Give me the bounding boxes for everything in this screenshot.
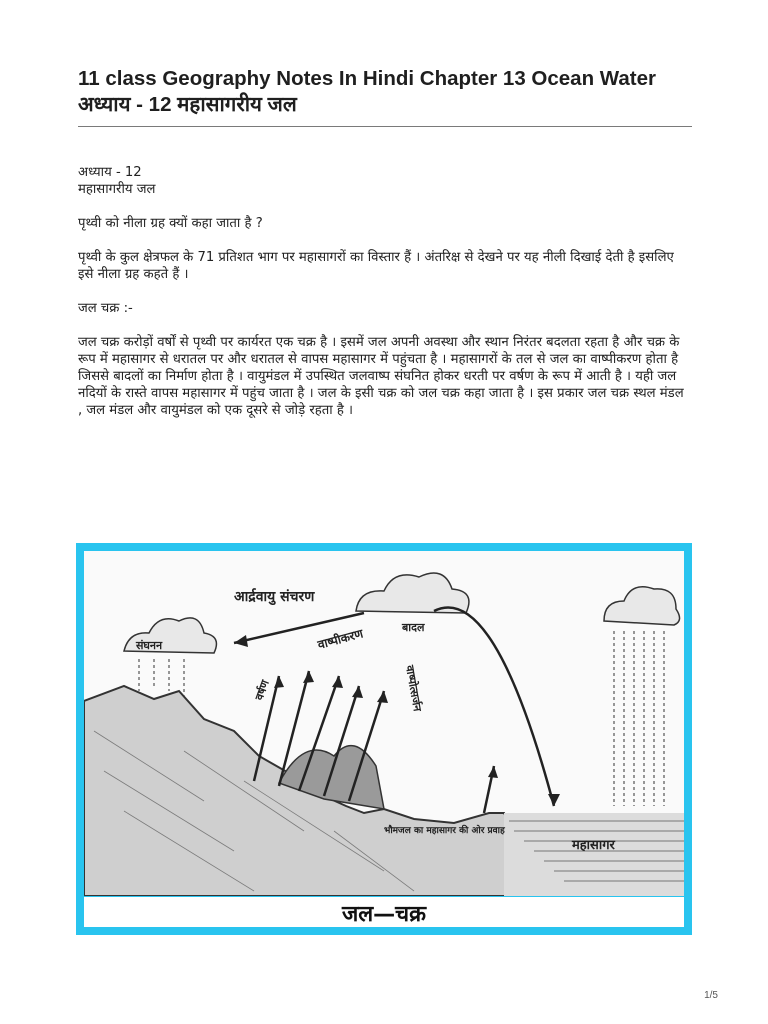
label-ocean: महासागर [572,838,615,853]
rain-left [139,659,184,696]
label-evaporation: वाष्पीकरण [316,626,365,652]
title-divider [78,126,692,127]
cloud-right [604,587,680,625]
chapter-name: महासागरीय जल [78,182,156,197]
rain-right [614,631,664,806]
page-number: 1/5 [704,990,718,1001]
ocean-area [504,813,684,896]
label-transpiration: वाष्पोत्सर्जन [403,664,424,713]
section-paragraph: जल चक्र करोड़ों वर्षों से पृथ्वी पर कार्यरत एक चक्र है । इसमें जल अपनी अवस्था और स्थान निरंतर बदलता रहता है और चक्र के रूप में महासागर से धरातल पर और धरातल से वापस महासागर में पहुंचता है । महासागरों के तल से जल का वाष्पीकरण होता है जिससे बादलों का निर्माण होता है । वायुमंडल में उपस्थित जलवाष्प संघनित होकर धरती पर वर्षण के रूप में आती है । यही जल नदियों के रास्ते वापस महासागर में पहुंच जाता है । जल के इसी चक्र को जल चक्र कहा जाता है । इस प्रकार जल चक्र स्थल मंडल , जल मंडल और वायुमंडल को एक दूसरे से जोड़े रहता है । [78,335,684,418]
figure-canvas [84,551,684,927]
answer-paragraph: पृथ्वी के कुल क्षेत्रफल के 71 प्रतिशत भाग पर महासागरों का विस्तार हैं । अंतरिक्ष से देखने पर यह नीली दिखाई देती है इसलिए इसे नीला ग्रह कहते हैं । [78,250,674,282]
label-condensation: संघनन [136,639,163,652]
chapter-label: अध्याय - 12 [78,165,142,180]
article-body [78,164,690,419]
page-title: 11 class Geography Notes In Hindi Chapter 13 Ocean Water अध्याय - 12 महासागरीय जल [78,67,656,116]
water-cycle-figure [76,543,692,935]
section-heading: जल चक्र :- [78,301,133,316]
figure-caption: जल—चक्र [341,902,427,927]
label-precipitation: वर्षण [252,678,272,703]
question-text: पृथ्वी को नीला ग्रह क्यों कहा जाता है ? [78,216,263,231]
water-cycle-diagram [84,551,684,896]
label-cloud: बादल [402,621,425,634]
label-vapour-transport: आर्द्रवायु संचरण [234,589,315,605]
label-groundwater: भौमजल का महासागर की ओर प्रवाह [384,826,505,836]
